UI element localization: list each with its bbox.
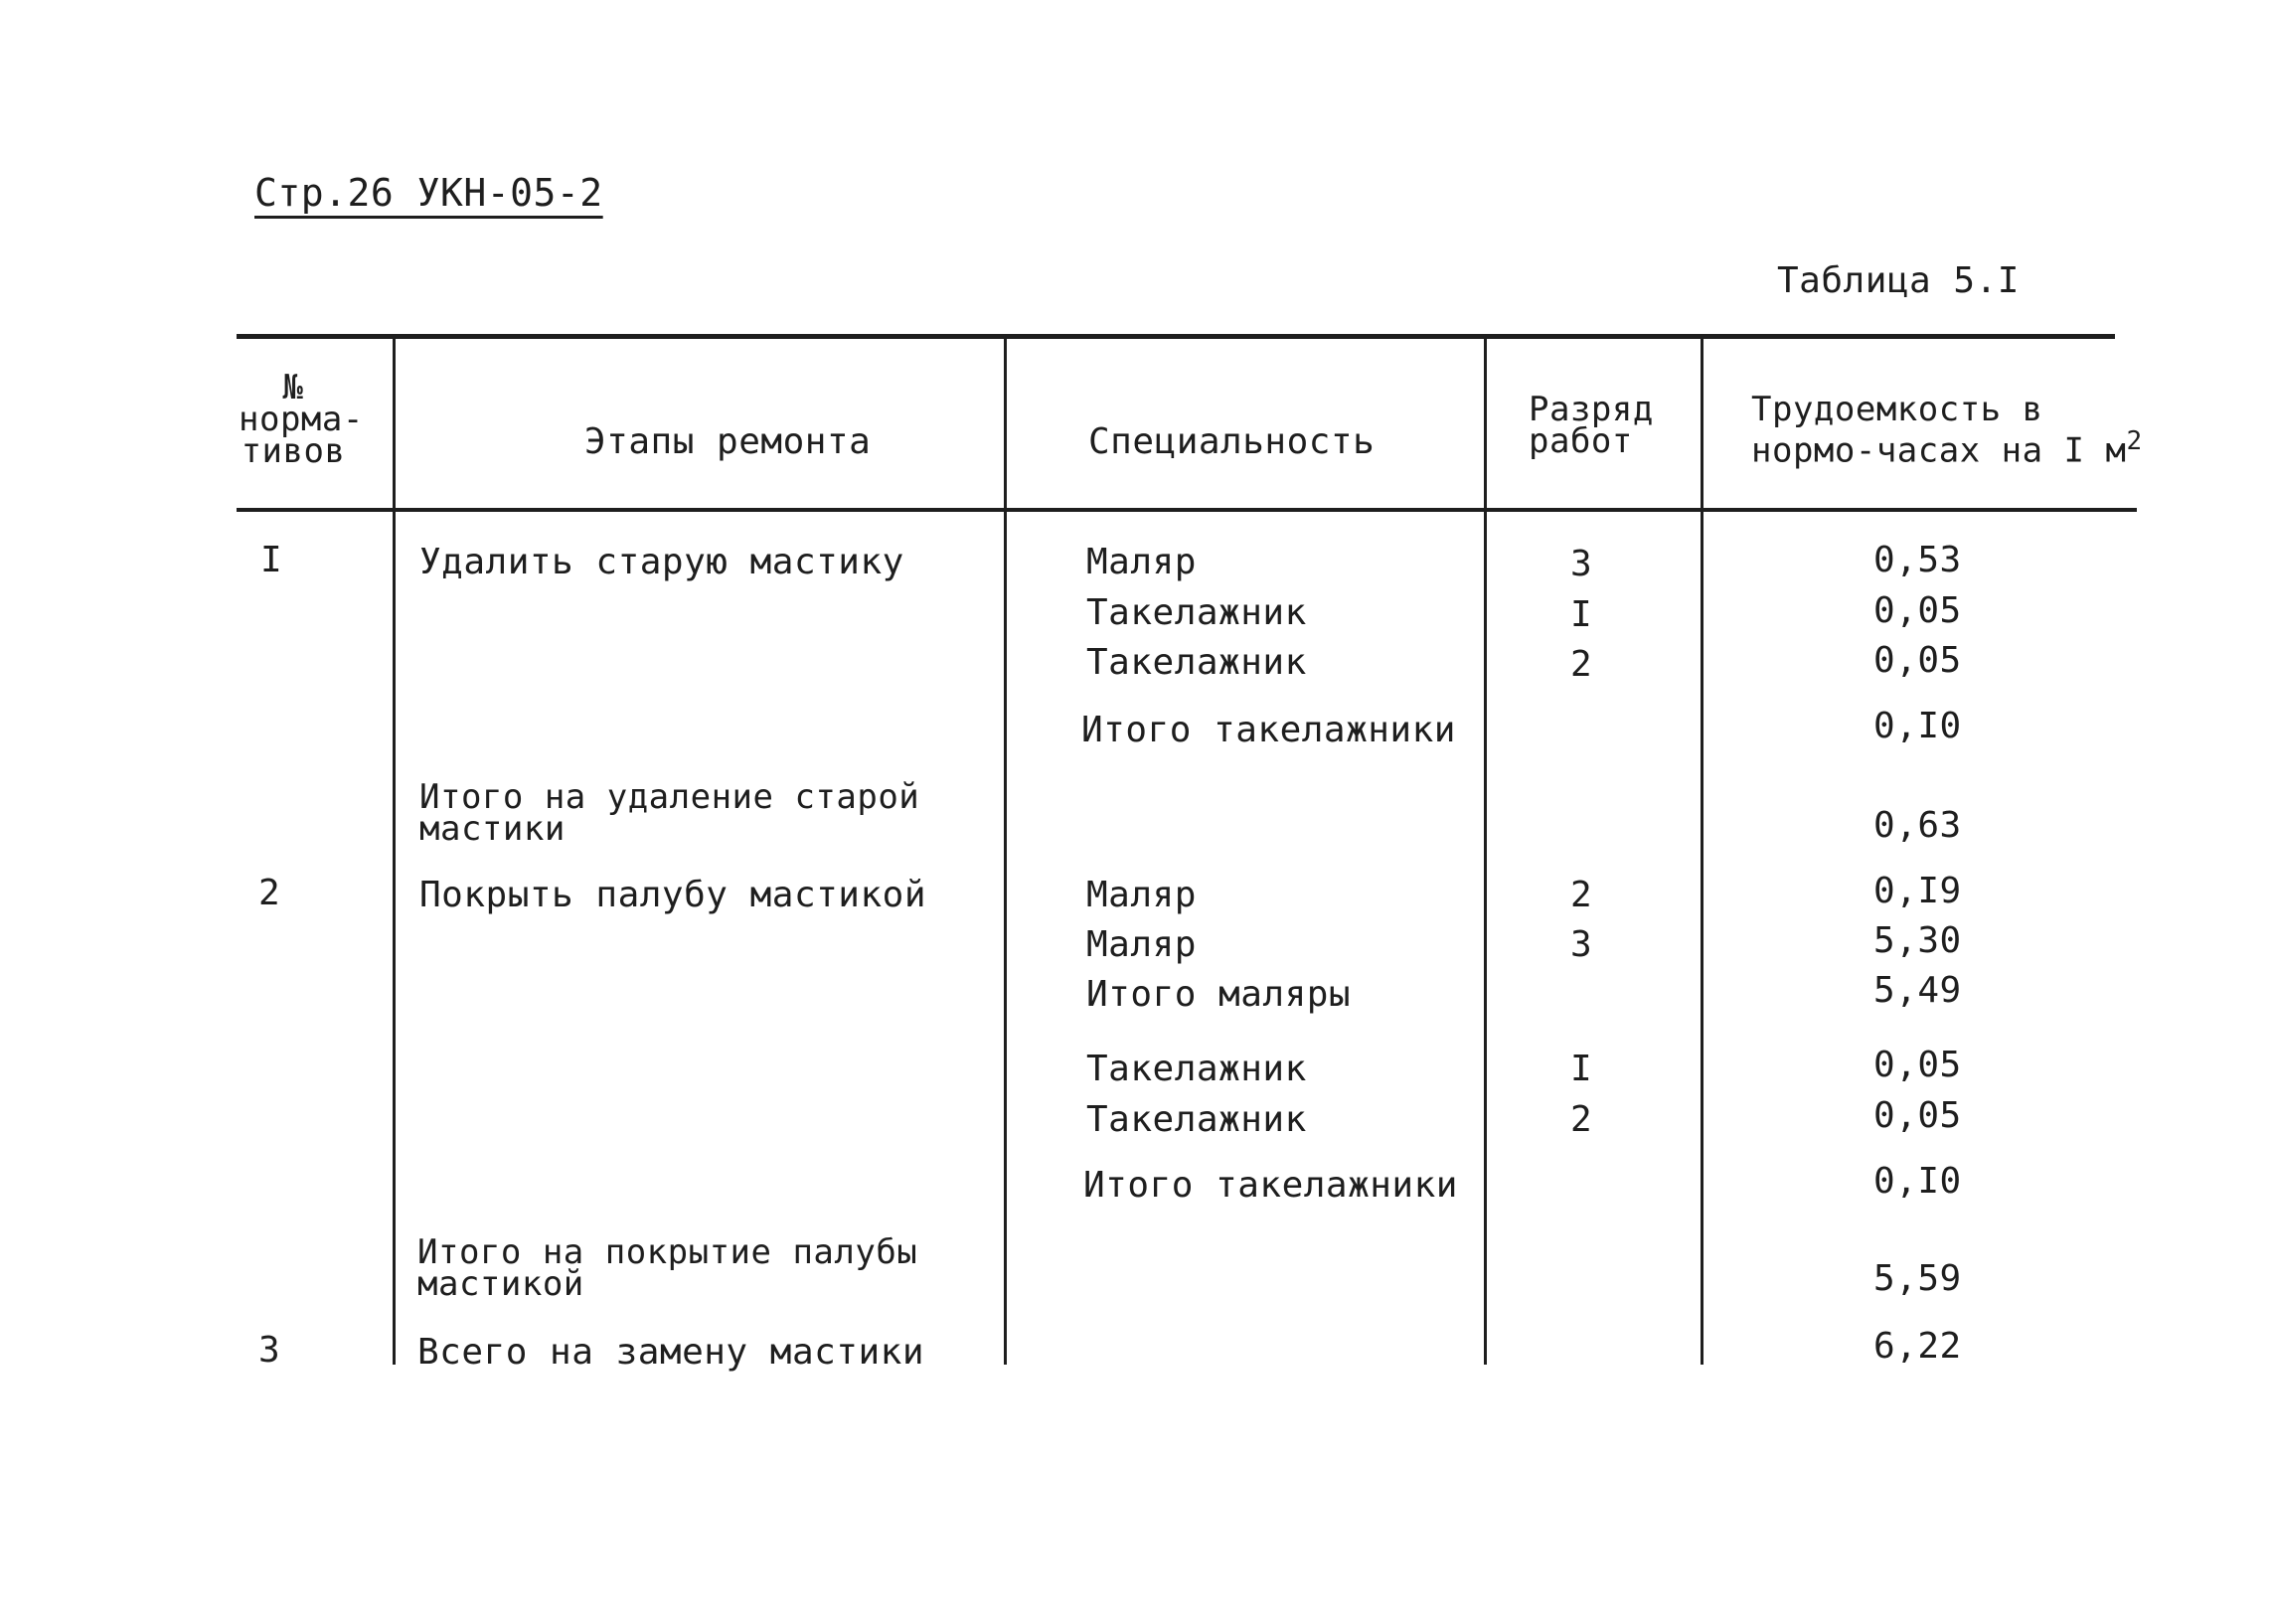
table-top-rule — [237, 334, 2115, 339]
header-bottom-rule — [237, 508, 2137, 512]
row-2-labor: 0,05 — [1873, 590, 1962, 631]
row-6-specialty: Маляр — [1086, 875, 1197, 915]
row-8-labor: 5,49 — [1873, 970, 1962, 1011]
row-1-no: I — [260, 540, 283, 580]
row-2-grade: I — [1570, 594, 1593, 635]
header-labor: Трудоемкость в нормо-часах на I $м^2$ — [1751, 390, 2143, 471]
header-stages: Этапы ремонта — [584, 421, 872, 462]
row-9-grade: I — [1570, 1049, 1593, 1089]
column-divider-2 — [1004, 336, 1007, 1365]
row-6-labor: 0,I9 — [1873, 871, 1962, 911]
row-9-labor: 0,05 — [1873, 1045, 1962, 1085]
row-12-stage: Итого на покрытие палубы мастикой — [417, 1232, 918, 1304]
column-divider-1 — [393, 336, 396, 1365]
row-1-specialty: Маляр — [1086, 542, 1197, 582]
row-1-stage: Удалить старую мастику — [419, 542, 904, 582]
row-6-no: 2 — [258, 873, 281, 913]
row-13-stage: Всего на замену мастики — [417, 1332, 924, 1373]
header-specialty: Специальность — [1088, 421, 1376, 462]
header-no: № норма- тивов — [239, 368, 364, 471]
row-1-labor: 0,53 — [1873, 540, 1962, 580]
table-caption: Таблица 5.I — [1777, 260, 2020, 301]
row-4-labor: 0,I0 — [1873, 706, 1962, 746]
row-11-specialty: Итого такелажники — [1083, 1165, 1458, 1206]
header-grade: Разряд работ — [1529, 390, 1654, 461]
row-1-grade: 3 — [1570, 544, 1593, 584]
row-4-specialty: Итого такелажники — [1081, 710, 1456, 750]
row-2-specialty: Такелажник — [1086, 592, 1307, 633]
row-9-specialty: Такелажник — [1086, 1049, 1307, 1089]
row-3-specialty: Такелажник — [1086, 642, 1307, 683]
column-divider-4 — [1701, 336, 1703, 1365]
row-13-labor: 6,22 — [1873, 1326, 1962, 1367]
row-3-labor: 0,05 — [1873, 640, 1962, 681]
row-8-specialty: Итого маляры — [1086, 974, 1352, 1015]
row-10-specialty: Такелажник — [1086, 1099, 1307, 1140]
row-5-stage: Итого на удаление старой мастики — [419, 777, 920, 849]
row-10-grade: 2 — [1570, 1099, 1593, 1140]
row-5-labor: 0,63 — [1873, 805, 1962, 846]
row-6-grade: 2 — [1570, 875, 1593, 915]
row-7-specialty: Маляр — [1086, 924, 1197, 965]
row-7-grade: 3 — [1570, 924, 1593, 965]
row-12-labor: 5,59 — [1873, 1258, 1962, 1299]
row-13-no: 3 — [258, 1330, 281, 1371]
row-3-grade: 2 — [1570, 644, 1593, 685]
row-7-labor: 5,30 — [1873, 920, 1962, 961]
row-6-stage: Покрыть палубу мастикой — [419, 875, 926, 915]
column-divider-3 — [1484, 336, 1487, 1365]
row-10-labor: 0,05 — [1873, 1095, 1962, 1136]
page-reference: Стр.26 УКН-05-2 — [254, 171, 603, 215]
row-11-labor: 0,I0 — [1873, 1161, 1962, 1202]
